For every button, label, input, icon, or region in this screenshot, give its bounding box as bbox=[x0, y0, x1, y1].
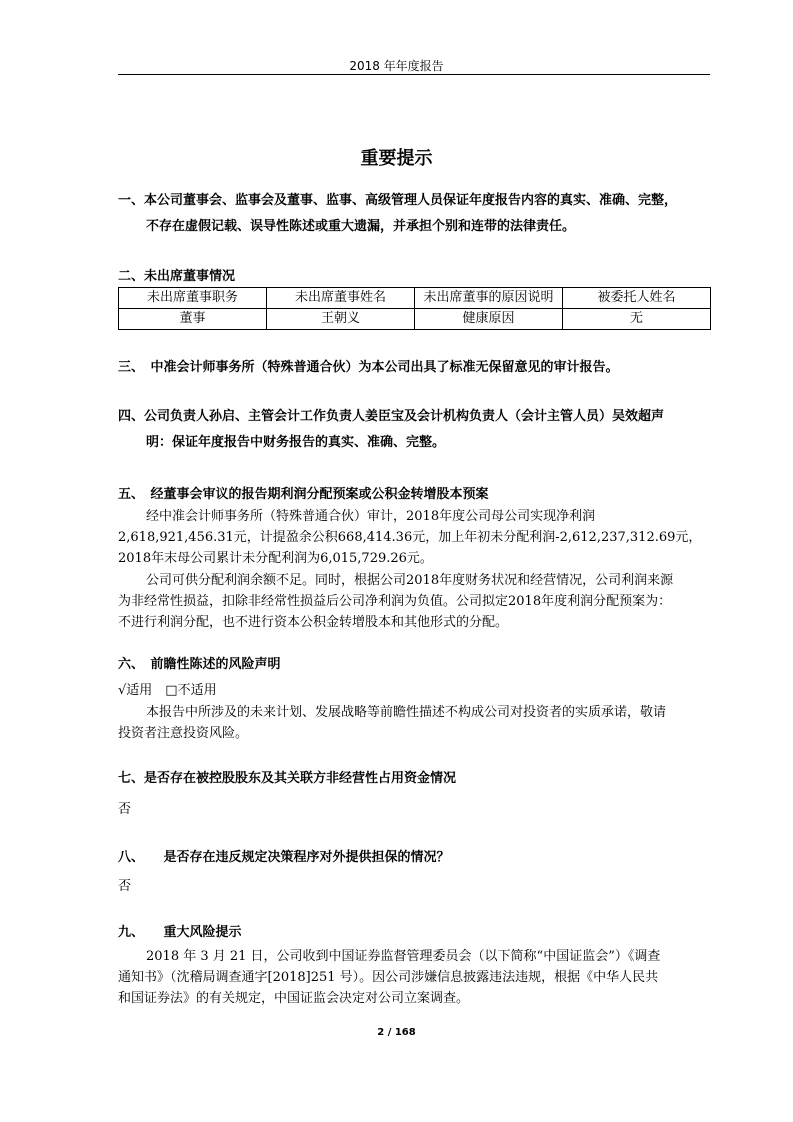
page-title: 重要提示 bbox=[360, 148, 433, 169]
absent-directors-table bbox=[118, 287, 711, 330]
section-4-line-1: 四、公司负责人孙启、主管会计工作负责人姜臣宝及会计机构负责人（会计主管人员）吴效超声 bbox=[118, 409, 665, 424]
section-6-paragraph-line: 投资者注意投资风险。 bbox=[118, 726, 249, 741]
section-9-paragraph-line: 通知书》（沈稽局调查通字[2018]251 号）。因公司涉嫌信息披露违法违规，根据《中华人民共 bbox=[118, 970, 659, 985]
section-2-heading: 二、未出席董事情况 bbox=[118, 269, 236, 284]
section-3-text: 三、 中准会计师事务所（特殊普通合伙）为本公司出具了标准无保留意见的审计报告。 bbox=[118, 360, 619, 375]
header-divider bbox=[118, 74, 710, 75]
table-header-cell: 未出席董事的原因说明 bbox=[415, 288, 563, 309]
section-7-heading: 七、是否存在被控股股东及其关联方非经营性占用资金情况 bbox=[118, 771, 457, 786]
table-header-cell: 未出席董事职务 bbox=[119, 288, 267, 309]
section-9-paragraph-line: 和国证券法》的有关规定，中国证监会决定对公司立案调查。 bbox=[118, 991, 470, 1006]
table-cell: 董事 bbox=[119, 309, 267, 330]
section-5-paragraph-2-line: 为非经常性损益，扣除非经常性损益后公司净利润为负值。公司拟定2018年度利润分配预案为： bbox=[118, 594, 672, 609]
section-1-line-1: 一、本公司董事会、监事会及董事、监事、高级管理人员保证年度报告内容的真实、准确、完整， bbox=[118, 193, 678, 208]
section-4-line-2: 明：保证年度报告中财务报告的真实、准确、完整。 bbox=[146, 435, 446, 450]
section-6-heading: 六、 前瞻性陈述的风险声明 bbox=[118, 657, 281, 672]
section-1-line-2: 不存在虚假记载、误导性陈述或重大遗漏，并承担个别和连带的法律责任。 bbox=[146, 219, 576, 234]
applicability-checkbox: √适用 □不适用 bbox=[118, 683, 217, 698]
table-cell: 王朝义 bbox=[267, 309, 415, 330]
running-header: 2018 年年度报告 bbox=[349, 59, 444, 73]
section-5-paragraph-2-line: 不进行利润分配，也不进行资本公积金转增股本和其他形式的分配。 bbox=[118, 615, 509, 630]
section-7-answer: 否 bbox=[118, 802, 132, 817]
table-header-row bbox=[119, 288, 711, 309]
section-5-paragraph-2-line: 公司可供分配利润余额不足。同时，根据公司2018年度财务状况和经营情况，公司利润来源 bbox=[146, 573, 674, 588]
section-6-paragraph-line: 本报告中所涉及的未来计划、发展战略等前瞻性描述不构成公司对投资者的实质承诺，敬请 bbox=[146, 705, 667, 720]
table-cell: 健康原因 bbox=[415, 309, 563, 330]
section-5-heading: 五、 经董事会审议的报告期利润分配预案或公积金转增股本预案 bbox=[118, 487, 489, 502]
table-header-cell: 被委托人姓名 bbox=[563, 288, 711, 309]
section-8-answer: 否 bbox=[118, 879, 132, 894]
section-5-paragraph-1-line: 2018年末母公司累计未分配利润为6,015,729.26元。 bbox=[118, 551, 433, 566]
table-row bbox=[119, 309, 711, 330]
table-cell: 无 bbox=[563, 309, 711, 330]
section-5-paragraph-1-line: 2,618,921,456.31元，计提盈余公积668,414.36元，加上年初未分配利润-2,612,237,312.69元， bbox=[118, 530, 702, 545]
table-header-cell: 未出席董事姓名 bbox=[267, 288, 415, 309]
section-8-heading: 八、 是否存在违反规定决策程序对外提供担保的情况？ bbox=[118, 850, 450, 865]
section-5-paragraph-1-line: 经中准会计师事务所（特殊普通合伙）审计，2018年度公司母公司实现净利润 bbox=[146, 509, 596, 524]
page-number: 2 / 168 bbox=[377, 1027, 416, 1038]
section-9-heading: 九、 重大风险提示 bbox=[118, 925, 242, 940]
section-9-paragraph-line: 2018 年 3 月 21 日，公司收到中国证券监督管理委员会（以下简称“中国证监会”）《调查 bbox=[146, 949, 661, 964]
